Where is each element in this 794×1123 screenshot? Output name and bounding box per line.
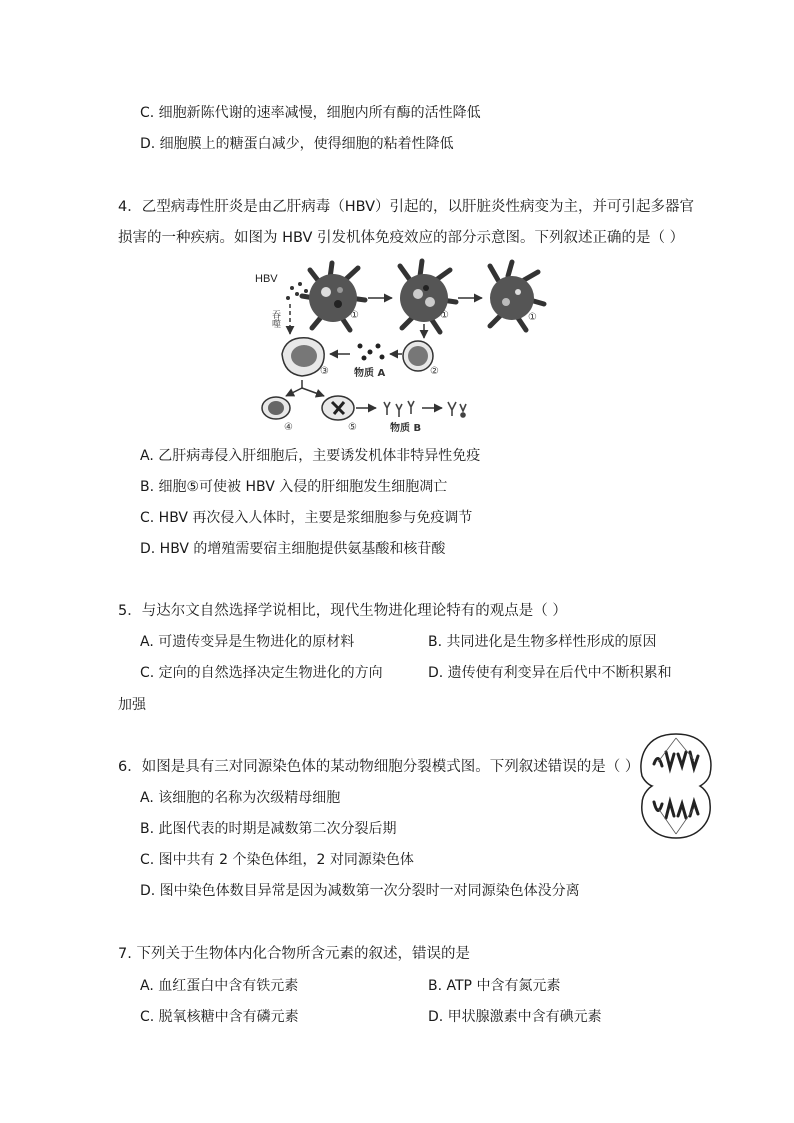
cell-label-2: ② (430, 366, 439, 377)
q4-option-b: B. 细胞⑤可使被 HBV 入侵的肝细胞发生细胞凋亡 (140, 479, 448, 495)
q5-option-d-continued: 加强 (118, 697, 146, 713)
q5-option-d: D. 遗传使有利变异在后代中不断积累和 (428, 665, 672, 681)
q4-option-a: A. 乙肝病毒侵入肝细胞后，主要诱发机体非特异性免疫 (140, 448, 481, 464)
q6-stem: 6．如图是具有三对同源染色体的某动物细胞分裂模式图。下列叙述错误的是（ ） (118, 759, 640, 775)
q6-option-b: B. 此图代表的时期是减数第二次分裂后期 (140, 821, 397, 837)
substance-b-label: 物质 B (390, 423, 422, 434)
cell-division-figure (636, 730, 716, 842)
vertical-label: 吞噬 (270, 310, 280, 328)
cell-label-3: ③ (320, 366, 329, 377)
q7-stem: 7. 下列关于生物体内化合物所含元素的叙述，错误的是 (118, 946, 470, 962)
antigen-presenting-cell-2 (400, 261, 456, 332)
q7-option-a: A. 血红蛋白中含有铁元素 (140, 978, 299, 994)
q3-option-d: D. 细胞膜上的糖蛋白减少，使得细胞的粘着性降低 (140, 136, 454, 152)
q4-stem-line2: 损害的一种疾病。如图为 HBV 引发机体免疫效应的部分示意图。下列叙述正确的是（ ） (118, 230, 685, 246)
q5-option-c: C. 定向的自然选择决定生物进化的方向 (140, 665, 383, 681)
q5-option-b: B. 共同进化是生物多样性形成的原因 (428, 634, 657, 650)
branch-right (302, 388, 324, 396)
q6-option-c: C. 图中共有 2 个染色体组，2 对同源染色体 (140, 852, 414, 868)
immune-response-figure (250, 258, 550, 438)
cell-label-1b: ① (440, 310, 449, 321)
cell-4 (262, 397, 290, 419)
q6-option-d: D. 图中染色体数目异常是因为减数第一次分裂时一对同源染色体没分离 (140, 883, 580, 899)
q4-stem-line1: 4．乙型病毒性肝炎是由乙肝病毒（HBV）引起的，以肝脏炎性病变为主，并可引起多器官 (118, 199, 695, 215)
antigen-antibody-complex (448, 402, 466, 417)
q6-option-a: A. 该细胞的名称为次级精母细胞 (140, 790, 341, 806)
q7-option-b: B. ATP 中含有氮元素 (428, 978, 561, 994)
cell-label-5: ⑤ (348, 422, 357, 433)
q5-option-a: A. 可遗传变异是生物进化的原材料 (140, 634, 355, 650)
cell-label-1a: ① (350, 310, 359, 321)
q7-option-c: C. 脱氧核糖中含有磷元素 (140, 1009, 299, 1025)
q5-stem: 5．与达尔文自然选择学说相比，现代生物进化理论特有的观点是（ ） (118, 603, 567, 619)
antibody-molecules (384, 401, 414, 417)
q7-option-d: D. 甲状腺激素中含有碘元素 (428, 1009, 602, 1025)
q4-option-c: C. HBV 再次侵入人体时，主要是浆细胞参与免疫调节 (140, 510, 473, 526)
branch-left (286, 388, 302, 396)
cell-label-1c: ① (528, 312, 537, 323)
cell-2 (403, 341, 433, 371)
substance-a-label: 物质 A (354, 368, 386, 379)
substance-a-dots (358, 344, 385, 361)
q3-option-c: C. 细胞新陈代谢的速率减慢，细胞内所有酶的活性降低 (140, 105, 481, 121)
q4-option-d: D. HBV 的增殖需要宿主细胞提供氨基酸和核苷酸 (140, 541, 446, 557)
cell-label-4: ④ (284, 422, 293, 433)
hbv-label: HBV (255, 273, 278, 285)
cell-3 (282, 338, 324, 376)
cell-5 (322, 396, 354, 420)
